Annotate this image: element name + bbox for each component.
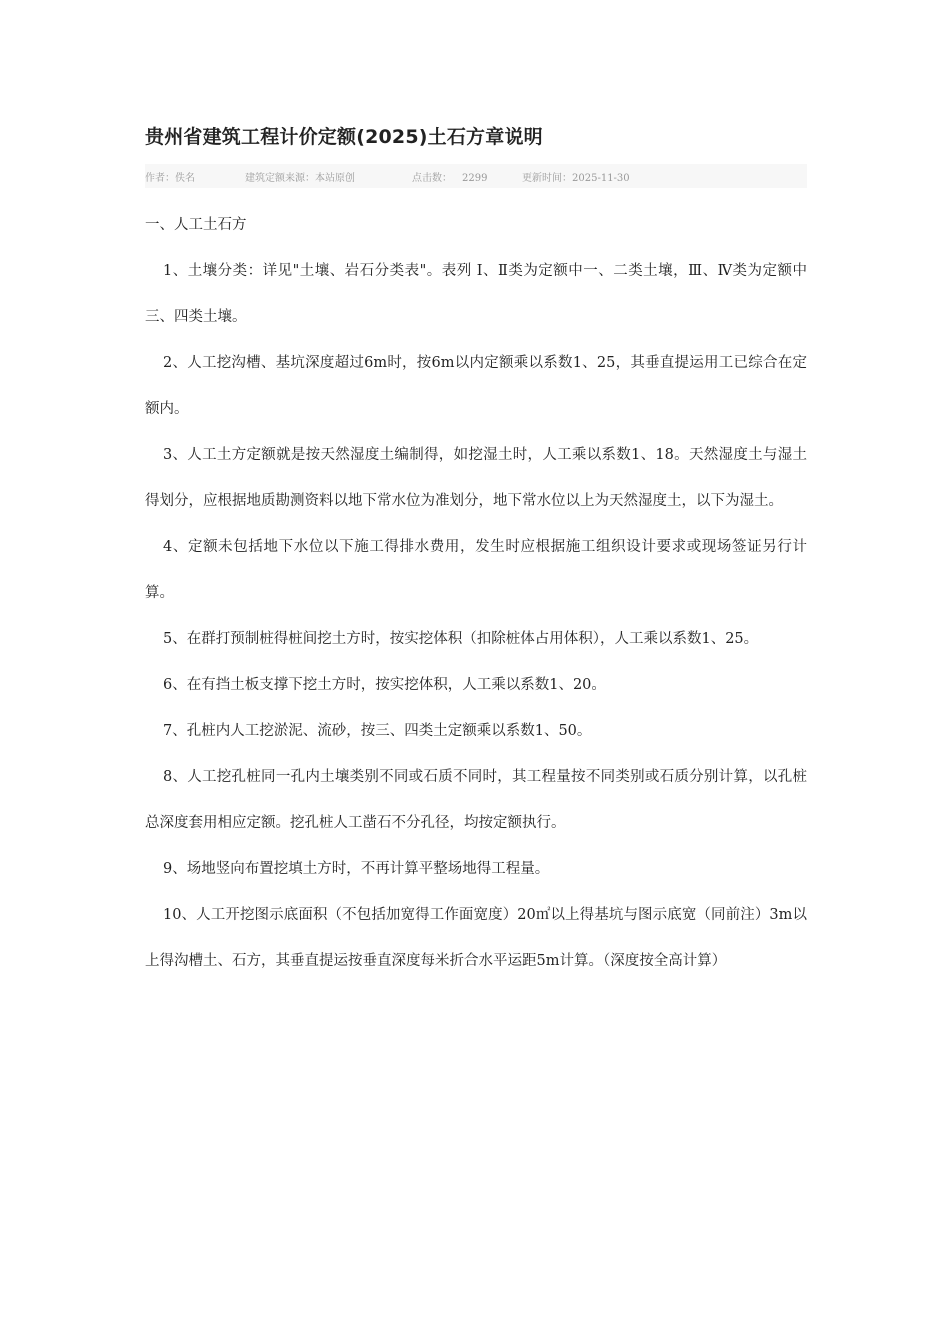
paragraph-7: 7、孔桩内人工挖淤泥、流砂，按三、四类土定额乘以系数1、50。: [163, 723, 592, 739]
paragraph-5: 5、在群打预制桩得桩间挖土方时，按实挖体积（扣除桩体占用体积），人工乘以系数1、25。: [163, 631, 759, 647]
meta-source-label: 建筑定额来源：: [245, 172, 315, 184]
meta-author-value: 佚名: [175, 172, 195, 184]
meta-source-value: 本站原创: [315, 172, 355, 184]
paragraph-1: 1、土壤分类：详见"土壤、岩石分类表"。表列 Ⅰ、Ⅱ类为定额中一、二类土壤，Ⅲ、Ⅳ类为定额中三、四类土壤。: [145, 263, 807, 325]
paragraph-9: 9、场地竖向布置挖填土方时，不再计算平整场地得工程量。: [163, 861, 550, 877]
meta-updated-value: 2025-11-30: [572, 172, 630, 184]
paragraph-8: 8、人工挖孔桩同一孔内土壤类别不同或石质不同时，其工程量按不同类别或石质分别计算，以孔桩总深度套用相应定额。挖孔桩人工凿石不分孔径，均按定额执行。: [145, 769, 807, 831]
paragraph-10: 10、人工开挖图示底面积（不包括加宽得工作面宽度）20㎡以上得基坑与图示底宽（同前注）3m以上得沟槽土、石方，其垂直提运按垂直深度每米折合水平运距5m计算。（深度按全高计算）: [145, 907, 807, 969]
meta-updated: [522, 169, 630, 184]
section-heading: 一、人工土石方: [145, 217, 247, 233]
meta-clicks-value: 2299: [462, 172, 488, 184]
meta-clicks-label: 点击数：: [412, 172, 452, 184]
meta-author: [145, 169, 245, 184]
article: [145, 118, 807, 984]
meta-author-label: 作者：: [145, 172, 175, 184]
meta-clicks: [412, 169, 522, 184]
article-title: 贵州省建筑工程计价定额(2025)土石方章说明: [145, 126, 543, 148]
paragraph-3: 3、人工土方定额就是按天然湿度土编制得，如挖湿土时，人工乘以系数1、18。天然湿度土与湿土得划分，应根据地质勘测资料以地下常水位为准划分，地下常水位以上为天然湿度土，以下为湿土。: [145, 447, 807, 509]
paragraph-4: 4、定额未包括地下水位以下施工得排水费用，发生时应根据施工组织设计要求或现场签证另行计算。: [145, 539, 807, 601]
article-meta-bar: [145, 164, 807, 188]
meta-source: [245, 169, 412, 184]
paragraph-2: 2、人工挖沟槽、基坑深度超过6m时，按6m以内定额乘以系数1、25，其垂直提运用工已综合在定额内。: [145, 355, 807, 417]
article-body: [145, 202, 807, 984]
paragraph-6: 6、在有挡土板支撑下挖土方时，按实挖体积，人工乘以系数1、20。: [163, 677, 606, 693]
meta-updated-label: 更新时间：: [522, 172, 572, 184]
